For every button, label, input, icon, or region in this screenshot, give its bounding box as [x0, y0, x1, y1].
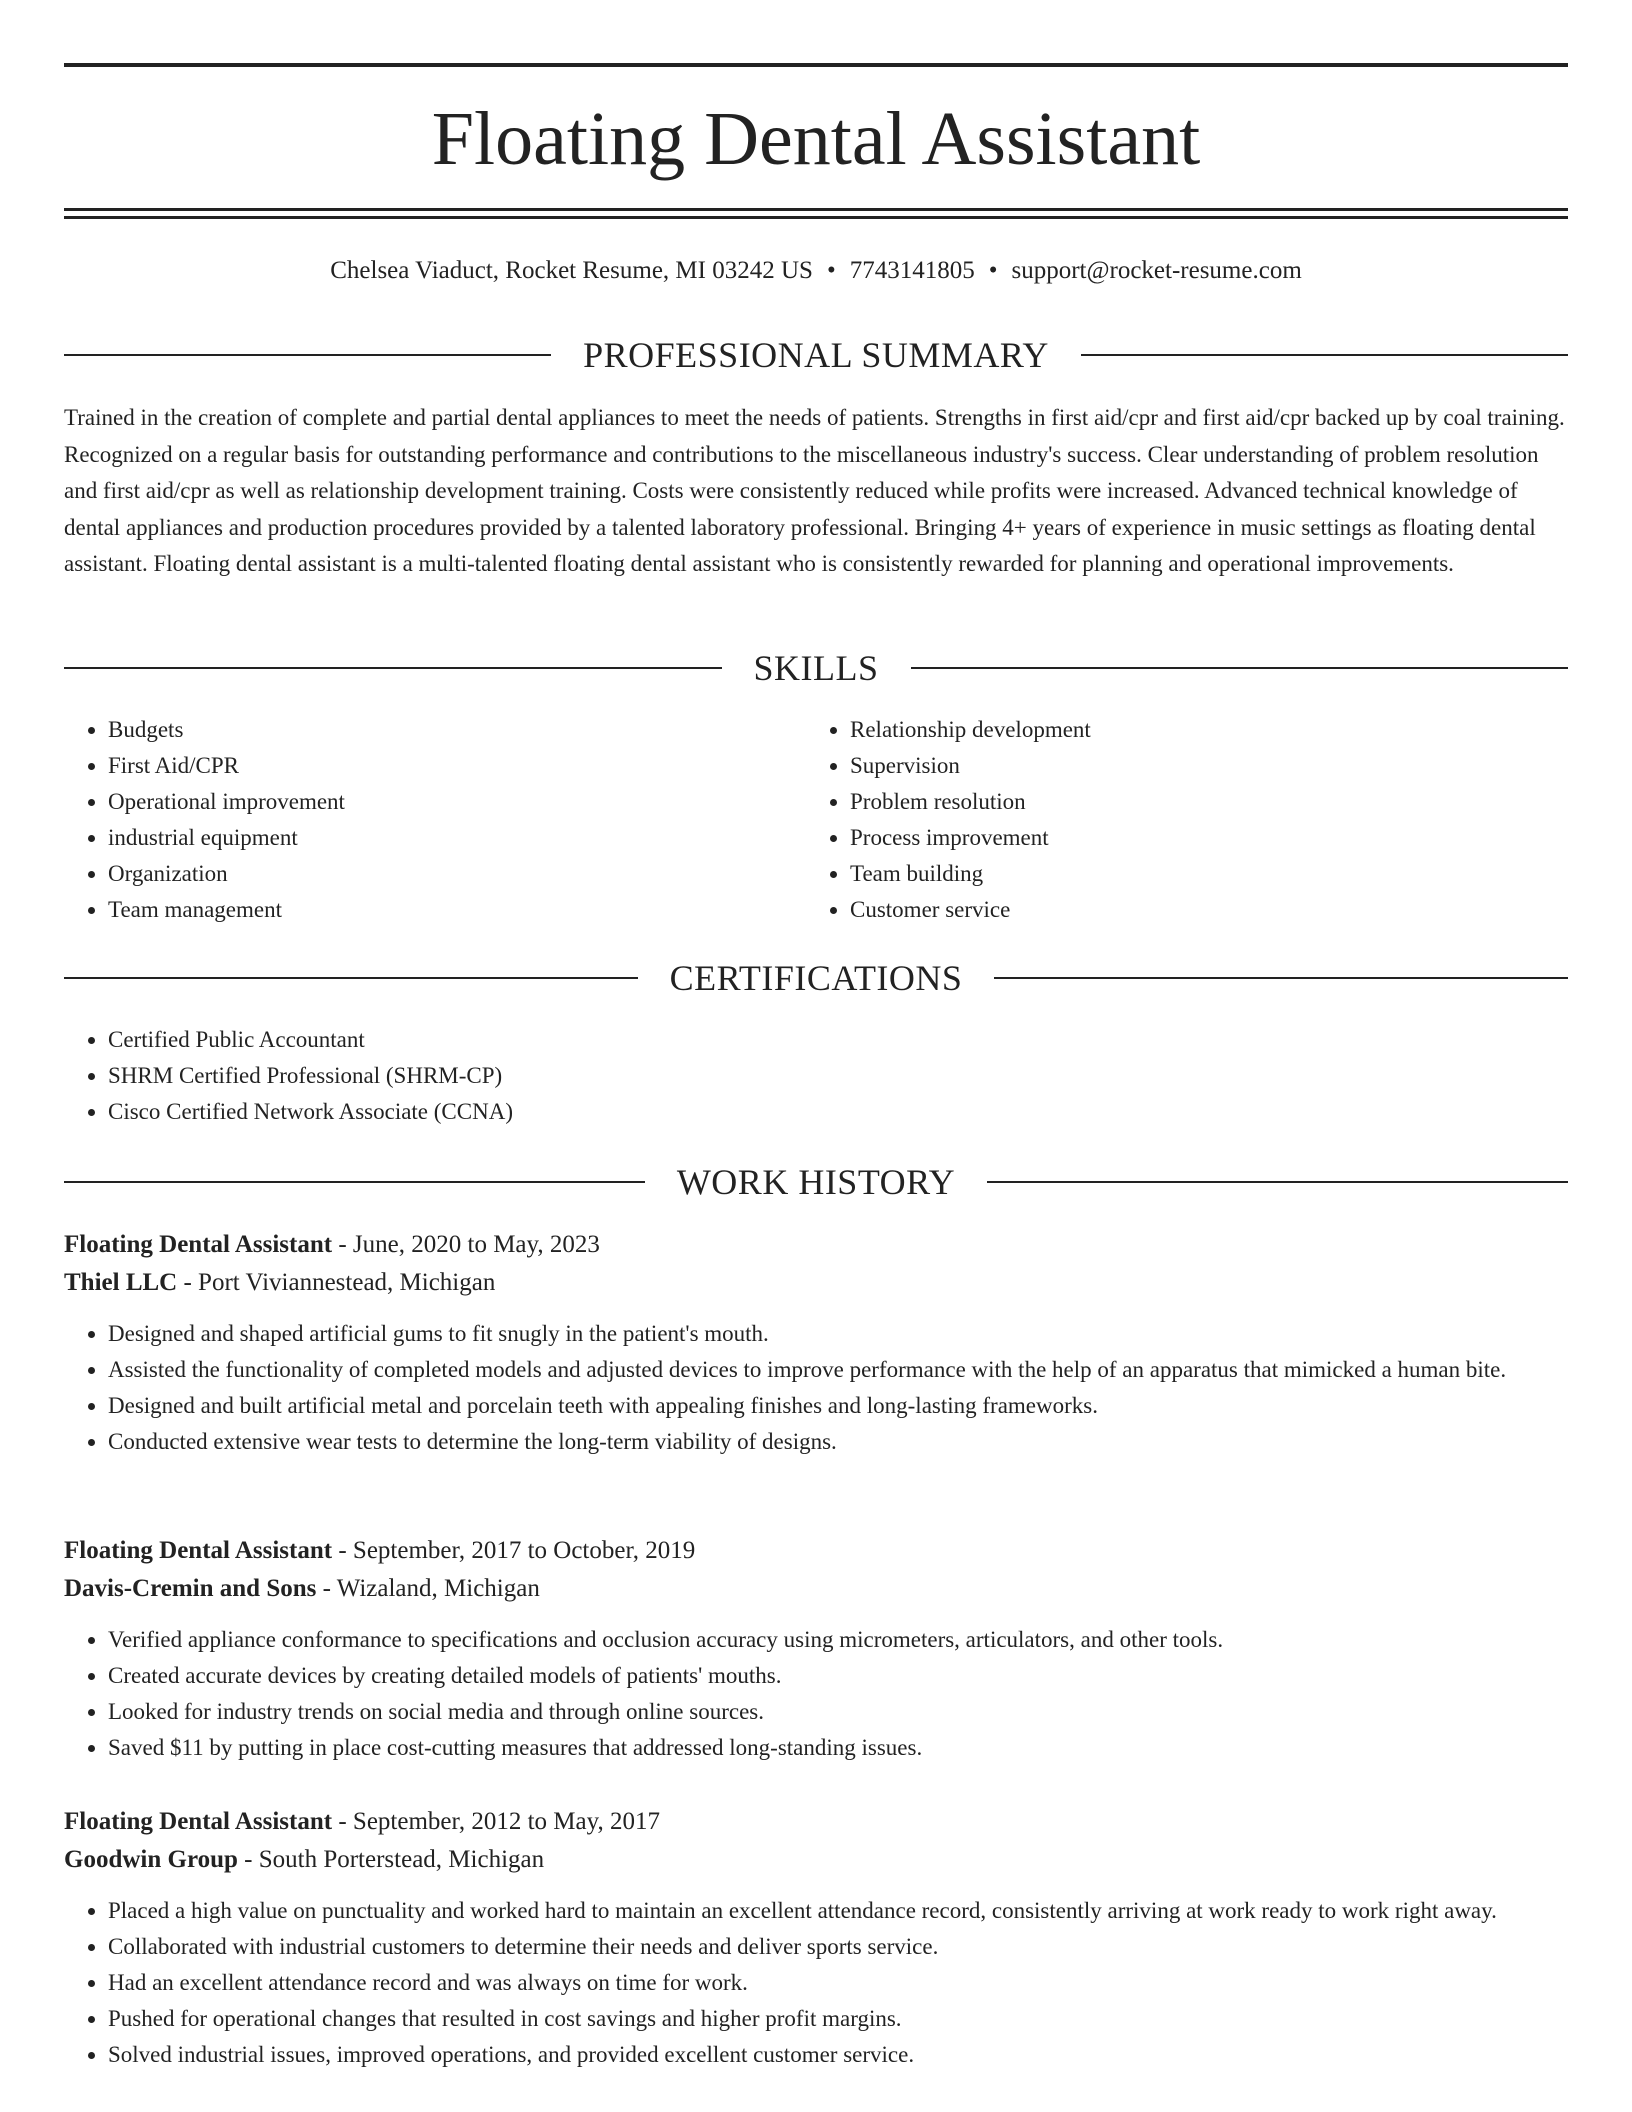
job-location: - South Porterstead, Michigan [237, 1846, 545, 1873]
heading-rule [64, 667, 722, 669]
section-heading-skills [64, 648, 1568, 688]
job-location: - Wizaland, Michigan [316, 1575, 540, 1602]
job-bullet: • Conducted extensive wear tests to determine the long-term viability of designs. [108, 1424, 1568, 1460]
contact-line [64, 254, 1568, 288]
section-heading-summary [64, 335, 1568, 375]
job-dates: - June, 2020 to May, 2023 [332, 1231, 600, 1258]
skill-item: • Problem resolution [850, 784, 1506, 820]
job-bullet: • Designed and built artificial metal and porcelain teeth with appealing finishes and long-lasting frameworks. [108, 1388, 1568, 1424]
skill-item: • Organization [108, 856, 764, 892]
job-company-line [64, 1570, 1568, 1608]
title-divider-upper [64, 208, 1568, 211]
job-bullet: • Had an excellent attendance record and was always on time for work. [108, 1965, 1568, 2001]
job-bullet: • Collaborated with industrial customers to determine their needs and deliver sports service. [108, 1929, 1568, 1965]
heading-rule [994, 977, 1568, 979]
section-title: CERTIFICATIONS [669, 958, 963, 998]
job-title: Floating Dental Assistant [64, 1808, 333, 1835]
heading-rule [911, 667, 1569, 669]
section-title: WORK HISTORY [676, 1162, 956, 1202]
contact-email: support@rocket-resume.com [1011, 257, 1302, 284]
skill-item: • Team building [850, 856, 1506, 892]
contact-separator: • [988, 257, 998, 284]
skills-column-left [64, 712, 764, 928]
certifications-list [64, 1022, 1568, 1130]
job-bullet: • Verified appliance conformance to specifications and occlusion accuracy using micrometers, articulators, and other tools. [108, 1622, 1568, 1658]
job-location: - Port Viviannestead, Michigan [177, 1269, 496, 1296]
top-rule [64, 63, 1568, 67]
skill-item: • industrial equipment [108, 820, 764, 856]
heading-rule [64, 354, 551, 356]
contact-address: Chelsea Viaduct, Rocket Resume, MI 03242 US [330, 257, 813, 284]
job-company: Goodwin Group [64, 1846, 238, 1873]
job-bullet: • Solved industrial issues, improved operations, and provided excellent customer service. [108, 2037, 1568, 2073]
job-company: Thiel LLC [64, 1269, 178, 1296]
heading-rule [64, 1181, 645, 1183]
skill-item: • Relationship development [850, 712, 1506, 748]
job-entry [64, 1226, 1568, 1460]
skill-item: • Operational improvement [108, 784, 764, 820]
job-title: Floating Dental Assistant [64, 1231, 333, 1258]
skill-item: • First Aid/CPR [108, 748, 764, 784]
job-bullet: • Saved $11 by putting in place cost-cutting measures that addressed long-standing issues. [108, 1730, 1568, 1766]
job-title-line [64, 1803, 1568, 1841]
job-company-line [64, 1264, 1568, 1302]
job-dates: - September, 2017 to October, 2019 [332, 1537, 696, 1564]
certification-item: • Cisco Certified Network Associate (CCNA) [108, 1094, 1568, 1130]
heading-rule [64, 977, 638, 979]
job-bullet: • Placed a high value on punctuality and worked hard to maintain an excellent attendance record, consistently arriving at work ready to work right away. [108, 1893, 1568, 1929]
job-bullet: • Assisted the functionality of completed models and adjusted devices to improve performance with the help of an apparatus that mimicked a human bite. [108, 1352, 1568, 1388]
section-heading-work-history [64, 1162, 1568, 1202]
heading-rule [987, 1181, 1568, 1183]
job-bullet: • Pushed for operational changes that resulted in cost savings and higher profit margins. [108, 2001, 1568, 2037]
skill-item: • Customer service [850, 892, 1506, 928]
job-title: Floating Dental Assistant [64, 1537, 333, 1564]
job-title-line [64, 1226, 1568, 1264]
job-dates: - September, 2012 to May, 2017 [332, 1808, 660, 1835]
skill-item: • Process improvement [850, 820, 1506, 856]
section-title: PROFESSIONAL SUMMARY [583, 335, 1049, 375]
job-entry [64, 1532, 1568, 1766]
job-entry [64, 1803, 1568, 2073]
skill-item: • Team management [108, 892, 764, 928]
certification-item: • Certified Public Accountant [108, 1022, 1568, 1058]
title-divider-lower [64, 216, 1568, 219]
job-title-line [64, 1532, 1568, 1570]
skill-item: • Supervision [850, 748, 1506, 784]
section-title: SKILLS [753, 648, 879, 688]
job-company: Davis-Cremin and Sons [64, 1575, 317, 1602]
job-bullet: • Created accurate devices by creating detailed models of patients' mouths. [108, 1658, 1568, 1694]
contact-separator: • [826, 257, 836, 284]
summary-text: Trained in the creation of complete and partial dental appliances to meet the needs of patients. Strengths in first aid/cpr and first aid/cpr backed up by coal training. Recognized on a regular basis for outstanding performance and contributions to the miscellaneous industry's success. Clear understanding of problem resolution and first aid/cpr as well as relationship development training. Costs were consistently reduced while profits were increased. Advanced technical knowledge of dental appliances and production procedures provided by a talented laboratory professional. Bringing 4+ years of experience in music settings as floating dental assistant. Floating dental assistant is a multi-talented floating dental assistant who is consistently rewarded for planning and operational improvements. [64, 405, 1565, 576]
heading-rule [1081, 354, 1568, 356]
skill-item: • Budgets [108, 712, 764, 748]
section-heading-certifications [64, 958, 1568, 998]
certification-item: • SHRM Certified Professional (SHRM-CP) [108, 1058, 1568, 1094]
contact-phone: 7743141805 [849, 257, 975, 284]
page-title: Floating Dental Assistant [431, 97, 1201, 181]
skills-column-right [806, 712, 1506, 928]
job-company-line [64, 1841, 1568, 1879]
job-bullet: • Looked for industry trends on social media and through online sources. [108, 1694, 1568, 1730]
job-bullet: • Designed and shaped artificial gums to fit snugly in the patient's mouth. [108, 1316, 1568, 1352]
